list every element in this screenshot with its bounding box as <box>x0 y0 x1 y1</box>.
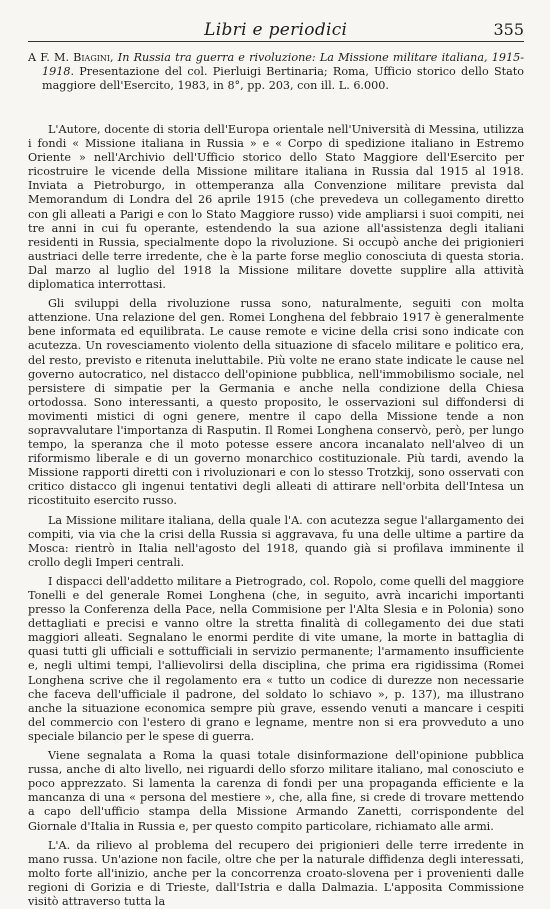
page-number: 355 <box>493 20 524 39</box>
paragraph-5: Viene segnalata a Roma la quasi totale disinformazione dell'opinione pubblica russa, anche di alto livello, nei riguardi dello sforzo militare italiano, mal conosciuto e poco apprezzato. Si lamenta la carenza di fondi per una propaganda efficiente e la mancanza di una « persona del mestiere », che, alla fine, si crede di trovare mettendo a capo dell'ufficio stampa della Missione Armando Zanetti, corrispondente del Giornale d'Italia in Russia e, per questo compito particolare, richiamato alle armi. <box>28 749 524 833</box>
reference-title: In Russia tra guerra e rivoluzione: La Missione militare italiana, 1915-1918. <box>42 51 524 78</box>
review-body <box>28 123 524 909</box>
paragraph-6: L'A. da rilievo al problema del recupero dei prigionieri delle terre irredente in mano russa. Un'azione non facile, oltre che per la naturale diffidenza degli interessati, molto forte all'inizio, anche per la concorrenza croato-slovena per i provenienti dalle regioni di Gorizia e di Trieste, dall'Istria e dalla Dalmazia. L'apposita Commissione visitò attraverso tutta la <box>28 838 524 908</box>
paragraph-1: L'Autore, docente di storia dell'Europa orientale nell'Università di Messina, utilizza i fondi « Missione italiana in Russia » e « Corpo di spedizione italiano in Estremo Oriente » nell'Archivio dell'Ufficio storico dello Stato Maggiore dell'Esercito per ricostruire le vicende della Missione militare italiana in Russia dal 1915 al 1918. Inviata a Pietroburgo, in ottemperanza alla Convenzione militare prevista dal Memorandum di Londra del 26 aprile 1915 (che prevedeva un collegamento diretto con gli alleati a Parigi e con lo Stato Maggiore russo) vide ampliarsi i suoi compiti, nei tre anni in cui fu operante, estendendo la sua azione all'assistenza degli italiani residenti in Russia, specialmente dopo la rivoluzione. Si occupò anche dei prigionieri austriaci delle terre irredente, che è la parte forse meglio conosciuta di questa storia. Dal marzo al luglio del 1918 la Missione militare dovette supplire alla attività diplomatica interrottasi. <box>28 123 524 292</box>
paragraph-4: I dispacci dell'addetto militare a Pietrogrado, col. Ropolo, come quelli del maggiore Tonelli e del generale Romei Longhena (che, in seguito, avrà incarichi importanti presso la Conferenza della Pace, nella Commisione per l'Alta Slesia e in Polonia) sono dettagliati e precisi e vanno oltre la stretta finalità di collegamento dei due stati maggiori alleati. Segnalano le enormi perdite di vite umane, la morte in battaglia di quasi tutti gli ufficiali e sottufficiali in servizio permanente; l'armamento insufficiente e, negli ultimi tempi, l'allievolirsi della disciplina, che prima era rigidissima (Romei Longhena scrive che il regolamento era « tutto un codice di durezze non necessarie che faceva dell'ufficiale il padrone, del soldato lo schiavo », p. 137), ma illustrano anche la situazione economica sempre più grave, essendo venuti a mancare i cespiti del commercio con l'estero di grano e legname, mentre non si era provveduto a uno speciale bilancio per le spese di guerra. <box>28 574 524 743</box>
header-rule <box>28 41 524 42</box>
reference-details: Presentazione del col. Pierluigi Bertinaria; Roma, Ufficio storico dello Stato maggiore dell'Esercito, 1983, in 8°, pp. 203, con ill. L. 6.000. <box>42 65 525 92</box>
book-reference <box>28 51 524 93</box>
running-title: Libri e periodici <box>204 20 348 40</box>
reference-author: A F. M. Biagini, <box>28 51 114 64</box>
running-header <box>28 0 524 38</box>
paragraph-2: Gli sviluppi della rivoluzione russa sono, naturalmente, seguiti con molta attenzione. Una relazione del gen. Romei Longhena del febbraio 1917 è generalmente bene informata ed equilibrata. Le cause remote e vicine della crisi sono indicate con acutezza. Un rovesciamento violento della situazione di sfacelo militare e politico era, del resto, previsto e ritenuta ineluttabile. Più volte ne erano state indicate le cause nel governo autocratico, nel distacco dell'opinione pubblica, nell'immobilismo sociale, nel persistere di simpatie per la Germania e anche nella condizione della Chiesa ortodossa. Sono interessanti, a questo proposito, le osservazioni sul diffondersi di movimenti mistici di ogni genere, mentre il capo della Missione tende a non sopravvalutare l'importanza di Rasputin. Il Romei Longhena conservò, però, per lungo tempo, la speranza che il moto potesse essere ancora incanalato nell'alveo di un riformismo liberale e di un governo monarchico costituzionale. Più tardi, avendo la Missione rapporti diretti con i rivoluzionari e con lo stesso Trotzkij, sono osservati con critico distacco gli ingenui tentativi degli alleati di attirare nell'orbita dell'Intesa un ricostituito esercito russo. <box>28 297 524 508</box>
paragraph-3: La Missione militare italiana, della quale l'A. con acutezza segue l'allargamento dei compiti, via via che la crisi della Russia si aggravava, fu una delle ultime a partire da Mosca: rientrò in Italia nell'agosto del 1918, quando già si profilava imminente il crollo degli Imperi centrali. <box>28 513 524 569</box>
